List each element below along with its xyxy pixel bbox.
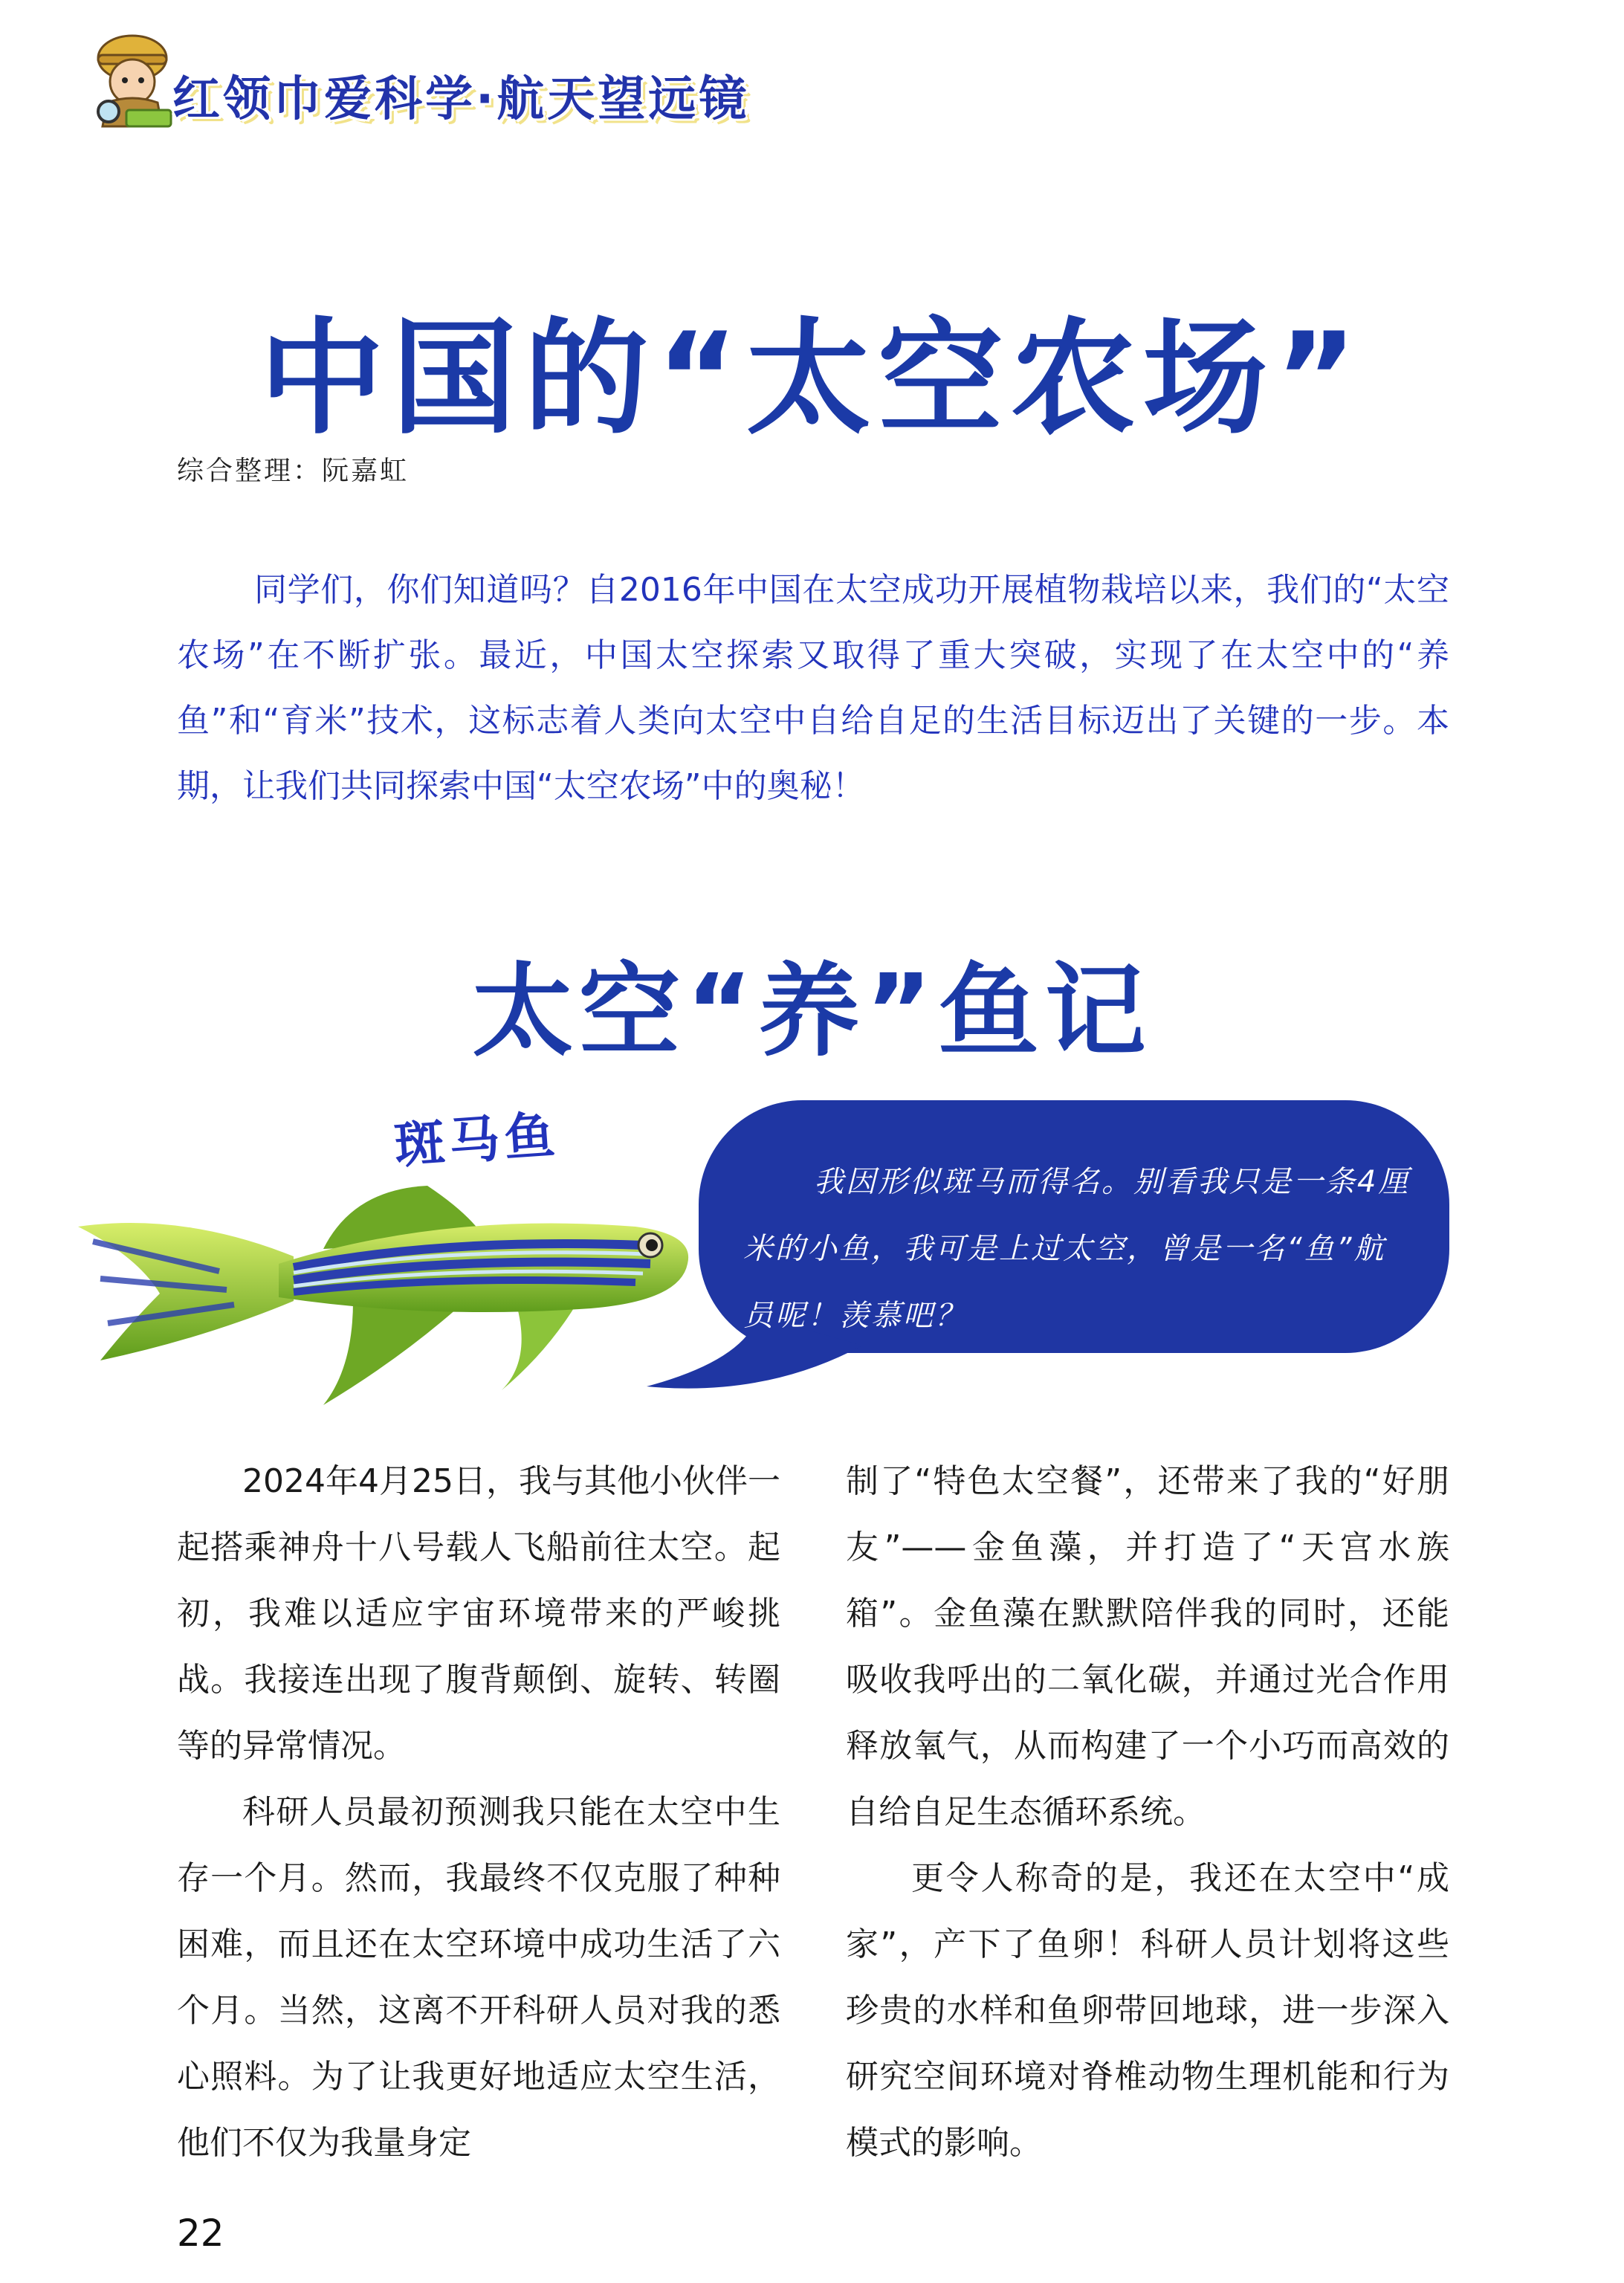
column-header-title: 红领巾爱科学·航天望远镜 (172, 72, 750, 127)
reading-mascot-icon (74, 22, 186, 134)
speech-bubble-text: 我因形似斑马而得名。别看我只是一条4厘米的小鱼，我可是上过太空，曾是一名“鱼”航员呢！羡慕吧？ (743, 1165, 1411, 1333)
zebrafish-image (71, 1145, 702, 1412)
page-number: 22 (177, 2212, 224, 2255)
section-title: 太空“养”鱼记 (472, 953, 1152, 1071)
article-paragraph: 2024年4月25日，我与其他小伙伴一起搭乘神舟十八号载人飞船前往太空。起初，我难以适应宇宙环境带来的严峻挑战。我接连出现了腹背颠倒、旋转、转圈等的异常情况。 (177, 1462, 780, 1765)
author-credit: 综合整理：阮嘉虹 (177, 456, 410, 486)
intro-paragraph: 同学们，你们知道吗？自2016年中国在太空成功开展植物栽培以来，我们的“太空农场”在不断扩张。最近，中国太空探索又取得了重大突破，实现了在太空中的“养鱼”和“育米”技术，这标志着人类向太空中自给自足的生活目标迈出了关键的一步。本期，让我们共同探索中国“太空农场”中的奥秘！ (177, 571, 1449, 805)
article-paragraph: 科研人员最初预测我只能在太空中生存一个月。然而，我最终不仅克服了种种困难，而且还在太空环境中成功生活了六个月。当然，这离不开科研人员对我的悉心照料。为了让我更好地适应太空生活，他们不仅为我量身定 (177, 1793, 780, 2162)
article-paragraph-continued: 制了“特色太空餐”，还带来了我的“好朋友”——金鱼藻，并打造了“天宫水族箱”。金鱼藻在默默陪伴我的同时，还能吸收我呼出的二氧化碳，并通过光合作用释放氧气，从而构建了一个小巧而高效的自给自足生态循环系统。 (846, 1462, 1449, 1831)
article-paragraph: 更令人称奇的是，我还在太空中“成家”，产下了鱼卵！科研人员计划将这些珍贵的水样和鱼卵带回地球，进一步深入研究空间环境对脊椎动物生理机能和行为模式的影响。 (846, 1859, 1449, 2162)
fish-name-label: 斑马鱼 (392, 1105, 561, 1176)
page-title: 中国的“太空农场” (259, 306, 1365, 451)
article-column-right (846, 1448, 1449, 2176)
article-column-left (177, 1448, 780, 2176)
